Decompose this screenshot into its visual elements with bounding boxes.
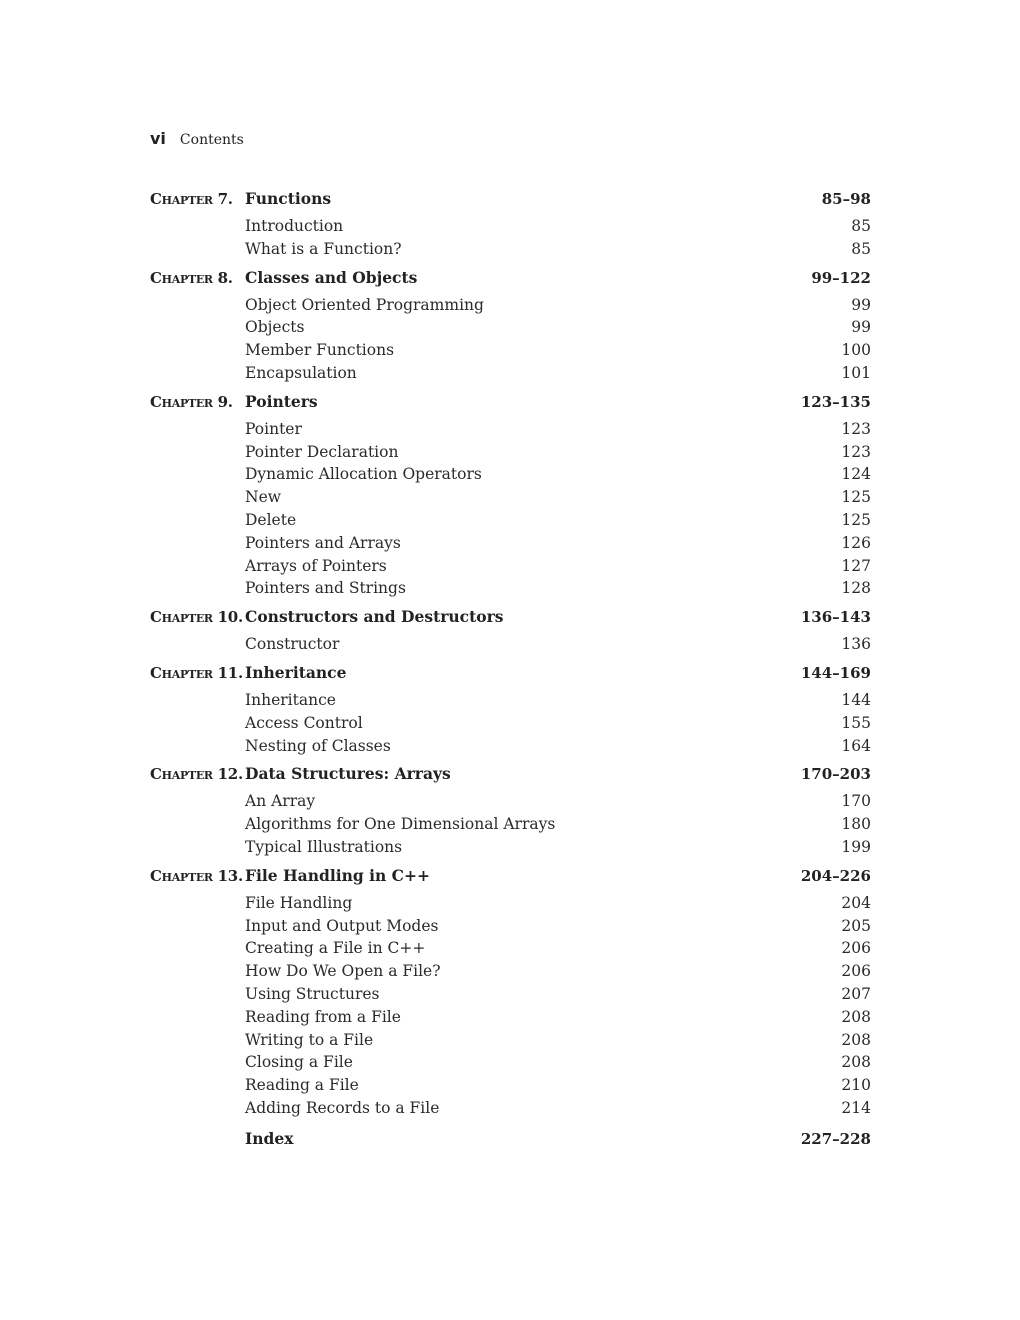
section-page-number: 85 xyxy=(851,239,871,258)
chapter-row[interactable] xyxy=(150,605,871,628)
chapter-row[interactable] xyxy=(150,762,871,785)
section-row[interactable] xyxy=(150,1074,871,1097)
page-header xyxy=(150,129,244,151)
section-page-number: 206 xyxy=(841,939,871,958)
section-row[interactable] xyxy=(150,577,871,600)
chapter-label: Chapter 9. xyxy=(150,392,233,411)
chapter-title[interactable]: Pointers xyxy=(245,391,318,411)
section-page-number: 205 xyxy=(841,916,871,935)
chapter-title[interactable]: Classes and Objects xyxy=(245,267,418,287)
chapter-label: Chapter 11. xyxy=(150,663,243,682)
section-title[interactable]: Inheritance xyxy=(245,690,336,709)
section-title[interactable]: Adding Records to a File xyxy=(245,1098,440,1117)
section-title[interactable]: Pointer Declaration xyxy=(245,442,399,461)
chapter-row[interactable] xyxy=(150,187,871,210)
section-row[interactable] xyxy=(150,735,871,758)
chapter-page-range: 99–122 xyxy=(811,268,871,287)
section-title[interactable]: Constructor xyxy=(245,635,340,654)
section-title[interactable]: Introduction xyxy=(245,217,344,235)
section-row[interactable] xyxy=(150,509,871,532)
section-page-number: 210 xyxy=(841,1076,871,1095)
section-row[interactable] xyxy=(150,294,871,317)
section-title[interactable]: Creating a File in C++ xyxy=(245,939,426,958)
section-page-number: 206 xyxy=(841,962,871,981)
section-row[interactable] xyxy=(150,1006,871,1029)
section-row[interactable] xyxy=(150,892,871,915)
index-page-range: 227–228 xyxy=(800,1129,871,1148)
section-title[interactable]: Nesting of Classes xyxy=(245,736,391,755)
chapter-page-range: 123–135 xyxy=(800,392,871,411)
section-row[interactable] xyxy=(150,238,871,261)
section-row[interactable] xyxy=(150,555,871,578)
section-title[interactable]: File Handling xyxy=(245,893,353,912)
section-title[interactable]: Pointers and Strings xyxy=(245,579,406,598)
section-page-number: 125 xyxy=(841,510,871,529)
chapter-row[interactable] xyxy=(150,864,871,887)
chapter-label: Chapter 10. xyxy=(150,608,243,627)
index-row[interactable] xyxy=(150,1127,871,1150)
section-page-number: 85 xyxy=(851,217,871,235)
section-title[interactable]: Encapsulation xyxy=(245,363,357,382)
section-title[interactable]: Algorithms for One Dimensional Arrays xyxy=(245,815,556,834)
section-title[interactable]: Delete xyxy=(245,510,297,529)
chapter-label: Chapter 13. xyxy=(150,866,243,885)
chapter-title[interactable]: File Handling in C++ xyxy=(245,865,430,885)
section-row[interactable] xyxy=(150,790,871,813)
section-row[interactable] xyxy=(150,418,871,441)
chapter-page-range: 136–143 xyxy=(800,608,871,627)
section-row[interactable] xyxy=(150,316,871,339)
section-row[interactable] xyxy=(150,1029,871,1052)
section-title[interactable]: Input and Output Modes xyxy=(245,916,439,935)
section-page-number: 199 xyxy=(841,837,871,856)
section-page-number: 207 xyxy=(841,984,871,1003)
section-page-number: 123 xyxy=(841,419,871,438)
chapter-title[interactable]: Inheritance xyxy=(245,662,347,682)
chapter-title[interactable]: Data Structures: Arrays xyxy=(245,764,451,784)
section-title[interactable]: Using Structures xyxy=(245,984,380,1003)
section-row[interactable] xyxy=(150,813,871,836)
section-title[interactable]: Access Control xyxy=(245,713,363,732)
section-title[interactable]: Typical Illustrations xyxy=(245,837,403,856)
section-title[interactable]: Dynamic Allocation Operators xyxy=(245,465,482,484)
section-title[interactable]: Objects xyxy=(245,318,305,337)
section-row[interactable] xyxy=(150,915,871,938)
section-row[interactable] xyxy=(150,712,871,735)
section-row[interactable] xyxy=(150,983,871,1006)
section-page-number: 99 xyxy=(851,318,871,337)
page-number: vi xyxy=(150,129,166,148)
section-page-number: 126 xyxy=(841,533,871,552)
running-head: Contents xyxy=(179,132,244,148)
section-row[interactable] xyxy=(150,362,871,385)
section-page-number: 208 xyxy=(841,1030,871,1049)
section-row[interactable] xyxy=(150,633,871,656)
section-title[interactable]: Writing to a File xyxy=(245,1030,374,1049)
section-title[interactable]: Reading from a File xyxy=(245,1007,401,1026)
section-page-number: 123 xyxy=(841,442,871,461)
section-page-number: 99 xyxy=(851,295,871,314)
section-row[interactable] xyxy=(150,463,871,486)
section-title[interactable]: How Do We Open a File? xyxy=(245,962,441,981)
chapter-row[interactable] xyxy=(150,266,871,289)
section-row[interactable] xyxy=(150,836,871,859)
section-page-number: 214 xyxy=(841,1098,871,1117)
section-row[interactable] xyxy=(150,937,871,960)
section-title[interactable]: What is a Function? xyxy=(245,239,402,258)
section-row[interactable] xyxy=(150,1097,871,1120)
section-title[interactable]: Closing a File xyxy=(245,1053,353,1072)
chapter-title[interactable]: Functions xyxy=(245,189,332,208)
section-page-number: 155 xyxy=(841,713,871,732)
chapter-page-range: 170–203 xyxy=(800,765,871,784)
chapter-page-range: 144–169 xyxy=(800,663,871,682)
section-page-number: 144 xyxy=(841,690,871,709)
chapter-page-range: 204–226 xyxy=(800,866,871,885)
section-title[interactable]: Object Oriented Programming xyxy=(245,295,484,314)
section-title[interactable]: Member Functions xyxy=(245,341,395,360)
section-page-number: 164 xyxy=(841,736,871,755)
section-page-number: 170 xyxy=(841,792,871,811)
chapter-label: Chapter 12. xyxy=(150,765,243,784)
section-row[interactable] xyxy=(150,960,871,983)
section-row[interactable] xyxy=(150,532,871,555)
section-page-number: 124 xyxy=(841,465,871,484)
chapter-label: Chapter 8. xyxy=(150,268,233,287)
chapter-page-range: 85–98 xyxy=(821,190,871,208)
section-page-number: 100 xyxy=(841,341,871,360)
section-row[interactable] xyxy=(150,339,871,362)
section-page-number: 208 xyxy=(841,1007,871,1026)
section-title[interactable]: New xyxy=(245,488,282,507)
table-of-contents xyxy=(150,187,871,1150)
section-page-number: 208 xyxy=(841,1053,871,1072)
section-page-number: 127 xyxy=(841,556,871,575)
chapter-row[interactable] xyxy=(150,661,871,684)
section-page-number: 180 xyxy=(841,815,871,834)
section-row[interactable] xyxy=(150,689,871,712)
section-page-number: 136 xyxy=(841,635,871,654)
section-page-number: 204 xyxy=(841,893,871,912)
section-page-number: 128 xyxy=(841,579,871,598)
section-title[interactable]: Reading a File xyxy=(245,1076,359,1095)
section-title[interactable]: Arrays of Pointers xyxy=(245,556,387,575)
section-title[interactable]: Pointers and Arrays xyxy=(245,533,401,552)
section-page-number: 125 xyxy=(841,488,871,507)
chapter-row[interactable] xyxy=(150,390,871,413)
section-row[interactable] xyxy=(150,1051,871,1074)
chapter-title[interactable]: Constructors and Destructors xyxy=(245,607,504,627)
chapter-label: Chapter 7. xyxy=(150,190,233,208)
section-row[interactable] xyxy=(150,486,871,509)
section-title[interactable]: An Array xyxy=(245,792,316,811)
section-row[interactable] xyxy=(150,441,871,464)
section-row[interactable] xyxy=(150,215,871,238)
index-title[interactable]: Index xyxy=(245,1128,294,1148)
section-page-number: 101 xyxy=(841,363,871,382)
section-title[interactable]: Pointer xyxy=(245,419,302,438)
